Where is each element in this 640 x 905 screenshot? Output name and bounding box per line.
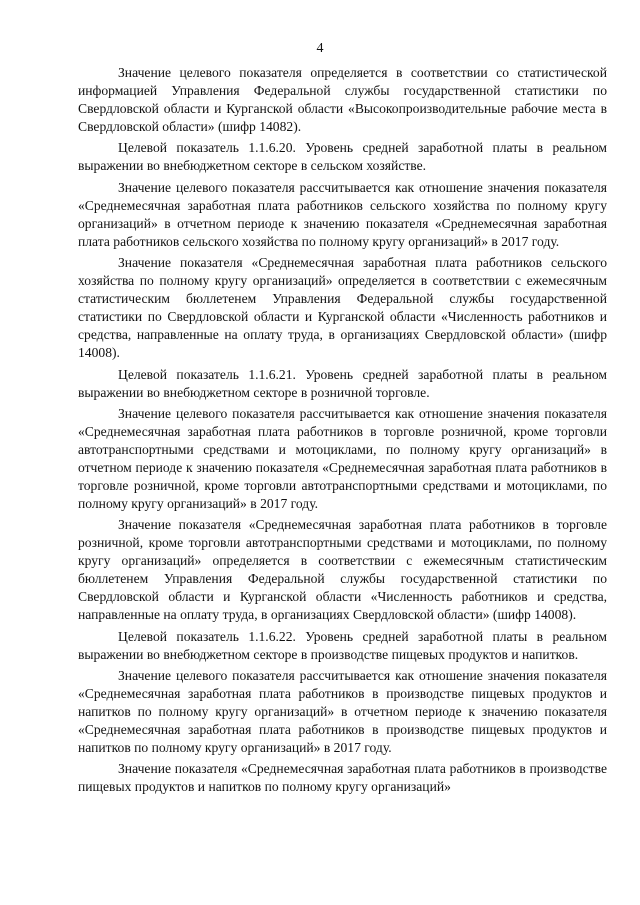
page-number: 4 <box>316 41 324 56</box>
paragraph: Значение целевого показателя рассчитывается как отношение значения показателя «Среднемесячная заработная плата работников сельского хозяйства по полному кругу организаций» в отчетном периоде к значению показателя «Среднемесячная заработная плата работников сельского хозяйства по полному кругу организаций» в 2017 году. <box>78 179 607 249</box>
paragraph: Значение целевого показателя определяется в соответствии со статистической информацией Управления Федеральной службы государственной статистики по Свердловской области и Курганской области «Высокопроизводительные рабочие места в Свердловской области» (шифр 14082). <box>78 65 607 135</box>
paragraph: Целевой показатель 1.1.6.22. Уровень средней заработной платы в реальном выражении во внебюджетном секторе в производстве пищевых продуктов и напитков. <box>78 628 607 662</box>
paragraph: Значение показателя «Среднемесячная заработная плата работников в торговле розничной, кроме торговли автотранспортными средствами и мотоциклами, по полному кругу организаций» определяется в соответствии с ежемесячным статистическим бюллетенем Управления Федеральной службы государственной статистики по Свердловской области и Курганской области «Численность работников и средства, направленные на оплату труда, в организациях Свердловской области» (шифр 14008). <box>78 517 607 623</box>
paragraph: Значение показателя «Среднемесячная заработная плата работников сельского хозяйства по полному кругу организаций» определяется в соответствии с ежемесячным статистическим бюллетенем Управления Федеральной службы государственной статистики по Свердловской области и Курганской области «Численность работников и средства, направленные на оплату труда, в организациях Свердловской области» (шифр 14008). <box>78 255 607 361</box>
paragraph: Целевой показатель 1.1.6.21. Уровень средней заработной платы в реальном выражении во внебюджетном секторе в розничной торговле. <box>78 366 607 400</box>
paragraph: Значение целевого показателя рассчитывается как отношение значения показателя «Среднемесячная заработная плата работников в торговле розничной, кроме торговли автотранспортными средствами и мотоциклами, по полному кругу организаций» в отчетном периоде к значению показателя «Среднемесячная заработная плата работников в торговле розничной, кроме торговли автотранспортными средствами и мотоциклами, по полному кругу организаций» в 2017 году. <box>78 405 607 512</box>
paragraph: Значение показателя «Среднемесячная заработная плата работников в производстве пищевых продуктов и напитков по полному кругу организаций» <box>78 761 607 795</box>
document-body <box>78 64 607 800</box>
paragraph: Значение целевого показателя рассчитывается как отношение значения показателя «Среднемесячная заработная плата работников в производстве пищевых продуктов и напитков по полному кругу организаций» в отчетном периоде к значению показателя «Среднемесячная заработная плата работников в производстве пищевых продуктов и напитков по полному кругу организаций» в 2017 году. <box>78 668 607 756</box>
paragraph: Целевой показатель 1.1.6.20. Уровень средней заработной платы в реальном выражении во внебюджетном секторе в сельском хозяйстве. <box>78 140 607 174</box>
